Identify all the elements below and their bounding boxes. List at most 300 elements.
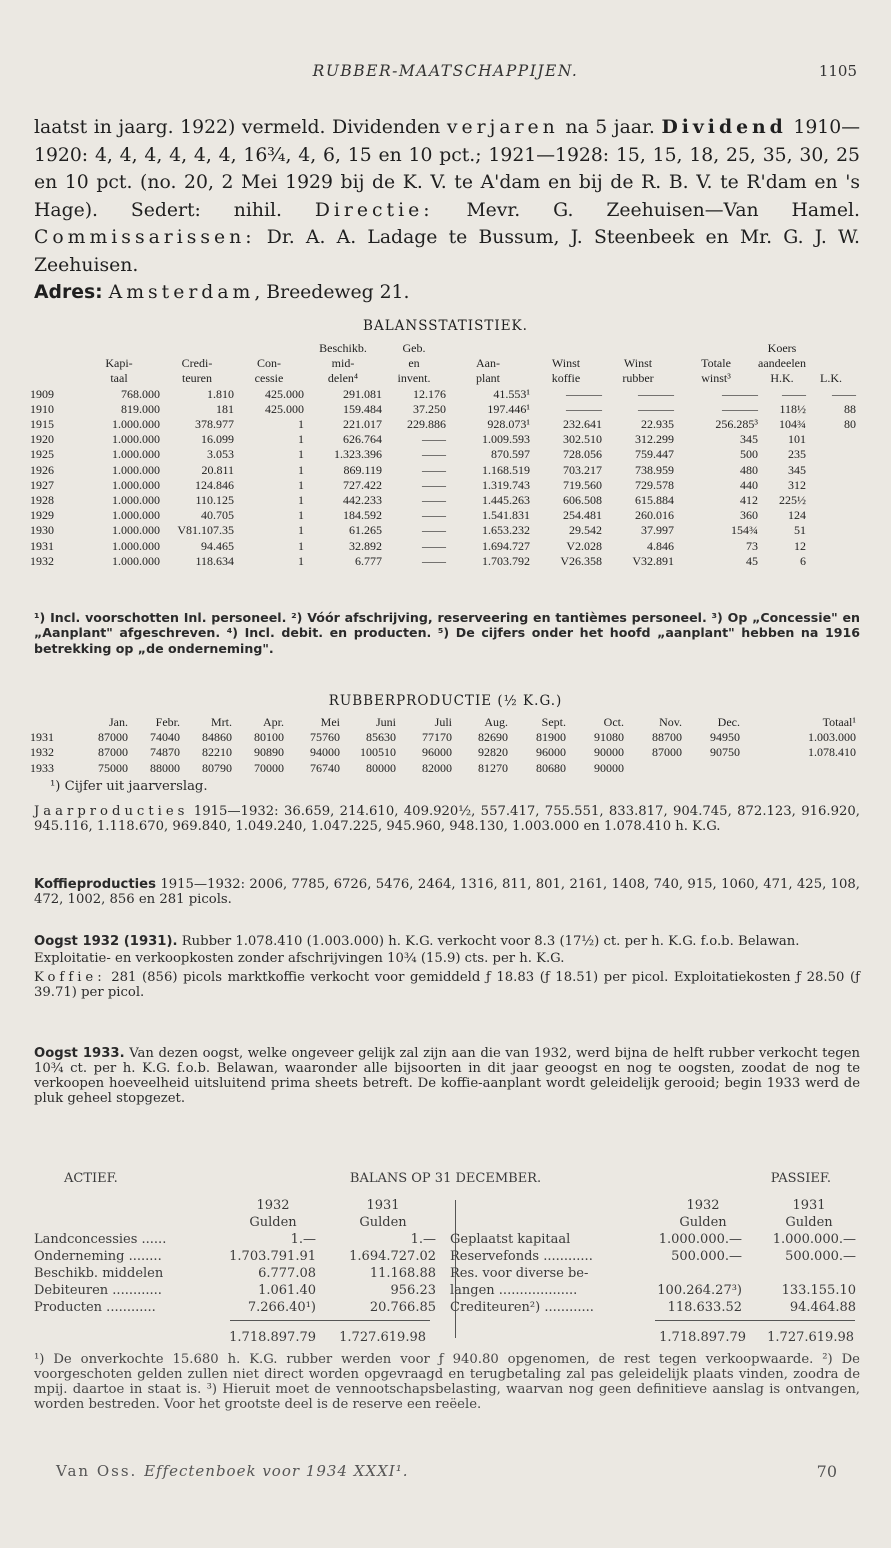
stat-cell: 928.073¹ [487, 417, 530, 432]
prod-header-cell: Totaal¹ [822, 715, 856, 729]
stat-header-cell: Koers [767, 341, 797, 355]
stat-header-cell [160, 341, 234, 356]
jaarproducties-paragraph [34, 804, 860, 834]
prod-header-cell: Febr. [155, 715, 180, 729]
stat-cell: —— [422, 447, 446, 462]
prod-cell: 88000 [150, 760, 180, 775]
stat-cell: 1.000.000 [112, 477, 160, 492]
stat-cell: 6 [800, 553, 806, 568]
stat-row [30, 478, 856, 493]
prod-header-row [30, 715, 856, 730]
right-year-1932: 1932 [686, 1198, 720, 1213]
stat-cell: 302.510 [563, 432, 602, 447]
stat-cell: 6.777 [355, 553, 382, 568]
stat-cell: 184.592 [343, 508, 382, 523]
running-header: RUBBER-MAATSCHAPPIJEN. [312, 62, 579, 80]
stat-cell: —— [782, 386, 806, 401]
prod-cell: 100510 [360, 745, 396, 760]
prod-cell: 1.003.000 [808, 730, 856, 745]
stat-row [30, 402, 856, 417]
prod-header-cell: Jan. [109, 715, 128, 729]
stat-cell [806, 432, 856, 447]
prod-cell: 77170 [422, 730, 452, 745]
balans-right-row-value-1932: 1.000.000.— [658, 1232, 742, 1247]
balans-left-row-label: Onderneming ........ [34, 1249, 162, 1264]
directie-word: Directie: [314, 199, 434, 221]
stat-cell: 291.081 [343, 386, 382, 401]
page-number: 1105 [818, 62, 857, 80]
stat-header-row [30, 341, 856, 356]
stat-cell: 500 [740, 447, 758, 462]
stat-cell: 1.000.000 [112, 417, 160, 432]
stat-row [30, 463, 856, 478]
stat-cell: 1925 [30, 447, 54, 462]
jaarproducties-label: Jaarproducties [34, 804, 189, 819]
stat-cell: 1.009.593 [482, 432, 530, 447]
intro-text-1: laatst in jaarg. 1922) vermeld. Dividenden [34, 117, 447, 138]
stat-header-cell [530, 341, 602, 356]
stat-cell: 104¾ [779, 417, 806, 432]
stat-cell: 738.959 [635, 462, 674, 477]
stat-header-cell: delen⁴ [327, 371, 359, 386]
stat-cell: 225½ [779, 493, 806, 508]
prod-cell: 1933 [30, 760, 54, 775]
prod-header-cell: Oct. [603, 715, 624, 729]
stat-cell: —— [422, 493, 446, 508]
stat-cell: V81.107.35 [177, 523, 234, 538]
prod-cell: 70000 [254, 760, 284, 775]
prod-cell: 90750 [710, 745, 740, 760]
stat-cell: ——— [638, 401, 674, 416]
balans-right-row-label: Reservefonds ............ [450, 1249, 593, 1264]
balans-right-row-label: langen ................... [450, 1283, 578, 1298]
stat-header-cell: Con- [257, 356, 281, 371]
oogst-1933-text: Van dezen oogst, welke ongeveer gelijk zal zijn aan die van 1932, werd bijna de helft rubber verkocht tegen 10¾ ct. per h. K.G. f.o.b. Belawan, waaronder alle bijsoorten in dit jaar geoogst en nog te oogsten, zoodat de nog te verkoopen hoeveelheid uitsluitend prima sheets betreft. De koffie-aanplant wordt geleidelijk gerooid; begin 1933 werd de pluk geheel stopgezet. [34, 1046, 860, 1106]
stat-cell: —— [422, 538, 446, 553]
right-unit-1931: Gulden [785, 1215, 833, 1230]
stat-cell: 1910 [30, 401, 54, 416]
jaarproducties-text: 1915—1932: 36.659, 214.610, 409.920½, 557.417, 755.551, 833.817, 904.745, 872.123, 916.920, 945.116, 1.118.670, 969.840, 1.049.240, 1.047.225, 945.960, 948.130, 1.003.000 en 1.078.410 h. K.G. [34, 804, 860, 834]
intro-text-3: 1910—1920: 4, 4, 4, 4, 4, 4, 16¾, 4, 6, 15 en 10 pct.; 1921—1928: 15, 15, 18, 25, 35, 30, 25 en 10 pct. (no. 20, 2 Mei 1929 bij de K. V. te A'dam en bij de R. B. V. te R'dam en 's Hage). Sedert: nihil. [34, 117, 860, 221]
stat-cell: 229.886 [407, 417, 446, 432]
prod-cell: 80000 [366, 760, 396, 775]
oogst-1932-label: Oogst 1932 (1931). [34, 934, 178, 949]
prod-header-cell: Juli [434, 715, 452, 729]
stat-header-cell: Geb. [402, 341, 426, 355]
prod-cell: 85630 [366, 730, 396, 745]
stat-cell: 124 [788, 508, 806, 523]
stat-cell: 768.000 [121, 386, 160, 401]
stat-cell: 869.119 [343, 462, 382, 477]
stat-cell: 1.694.727 [482, 538, 530, 553]
stat-cell: —— [422, 462, 446, 477]
balans-left-row-value-1931: 956.23 [390, 1283, 436, 1298]
actief-label: ACTIEF. [64, 1171, 118, 1186]
stat-cell: 1909 [30, 386, 54, 401]
prod-cell: 82210 [202, 745, 232, 760]
prod-header-cell: Juni [375, 715, 396, 729]
stat-cell: 260.016 [635, 508, 674, 523]
prod-cell: 94000 [310, 745, 340, 760]
stat-cell: 345 [788, 462, 806, 477]
left-total-1931: 1.727.619.98 [339, 1330, 426, 1345]
stat-cell [806, 539, 856, 554]
prod-cell: 80790 [202, 760, 232, 775]
footer-sheet-number: 70 [816, 1462, 837, 1481]
prod-row [30, 745, 856, 760]
prod-cell: 1931 [30, 730, 54, 745]
stat-cell: 254.481 [563, 508, 602, 523]
stat-cell: ——— [566, 386, 602, 401]
stat-cell: 312 [788, 477, 806, 492]
stat-cell: 154¾ [731, 523, 758, 538]
stat-cell: 45 [746, 553, 758, 568]
balans-left-row-value-1932: 1.— [290, 1232, 316, 1247]
stat-cell: 606.508 [563, 493, 602, 508]
stat-cell: 1.000.000 [112, 447, 160, 462]
stat-cell: 1 [298, 523, 304, 538]
stat-cell: 1.000.000 [112, 523, 160, 538]
stat-cell: 16.099 [201, 432, 234, 447]
stat-header-cell: Kapi- [105, 356, 133, 371]
stat-cell: 22.935 [641, 417, 674, 432]
stat-header-cell: taal [110, 371, 128, 386]
prod-row [30, 730, 856, 745]
oogst-1932-costs: Exploitatie- en verkoopkosten zonder afschrijvingen 10¾ (15.9) cts. per h. K.G. [34, 951, 565, 966]
stat-cell: 312.299 [635, 432, 674, 447]
prod-cell: 96000 [536, 745, 566, 760]
stat-row [30, 554, 856, 569]
balans-right-row-value-1931: 500.000.— [785, 1249, 856, 1264]
prod-cell: 82690 [478, 730, 508, 745]
balans-left-row-value-1932: 1.061.40 [258, 1283, 316, 1298]
stat-cell: 378.977 [195, 417, 234, 432]
footer-publisher: Van Oss. [56, 1462, 145, 1480]
stat-row [30, 508, 856, 523]
stat-cell: 759.447 [635, 447, 674, 462]
prod-header-cell: Aug. [484, 715, 508, 729]
left-unit-1932: Gulden [249, 1215, 297, 1230]
stat-cell: 256.285³ [715, 417, 758, 432]
dividend-word: Dividend [661, 116, 787, 138]
balans-left-row-label: Debiteuren ............ [34, 1283, 162, 1298]
stat-cell: —— [422, 553, 446, 568]
stat-header-cell [30, 356, 78, 371]
stat-cell: 1.168.519 [482, 462, 530, 477]
stat-cell: 440 [740, 477, 758, 492]
stat-cell: 61.265 [349, 523, 382, 538]
stat-cell: 29.542 [569, 523, 602, 538]
balans-left-row-label: Landconcessies ...... [34, 1232, 167, 1247]
stat-header-cell: rubber [622, 371, 654, 386]
balans-right-row-value-1932: 118.633.52 [667, 1300, 742, 1315]
stat-cell: 1.319.743 [482, 477, 530, 492]
prod-cell: 74870 [150, 745, 180, 760]
stat-cell: 1 [298, 553, 304, 568]
stat-cell [806, 523, 856, 538]
adres-street: , Breedeweg 21. [254, 282, 410, 303]
intro-paragraph [34, 114, 860, 307]
prod-header-cell: Mei [320, 715, 340, 729]
stat-cell: 1929 [30, 508, 54, 523]
prod-cell: 90890 [254, 745, 284, 760]
stat-cell: 626.764 [343, 432, 382, 447]
stat-cell: 425.000 [265, 401, 304, 416]
stat-cell: V32.891 [632, 553, 674, 568]
prod-header-cell: Mrt. [211, 715, 232, 729]
rubberproductie-table [30, 715, 856, 776]
stat-cell: 1.703.792 [482, 553, 530, 568]
stat-header-cell [30, 341, 78, 356]
balans-left-row-value-1931: 11.168.88 [369, 1266, 436, 1281]
stat-cell: 1 [298, 508, 304, 523]
balans-left-row-value-1932: 7.266.40¹) [247, 1300, 316, 1315]
stat-cell: 37.250 [413, 401, 446, 416]
stat-row [30, 432, 856, 447]
oogst-1933-label: Oogst 1933. [34, 1046, 125, 1061]
stat-cell: 1.000.000 [112, 462, 160, 477]
prod-cell: 1932 [30, 745, 54, 760]
prod-cell [624, 761, 682, 776]
stat-header-cell [234, 341, 304, 356]
stat-cell [806, 508, 856, 523]
stat-cell: 1.000.000 [112, 432, 160, 447]
stat-header-cell: Aan- [476, 356, 500, 371]
prod-header-cell: Nov. [659, 715, 682, 729]
stat-cell: 20.811 [201, 462, 234, 477]
stat-cell: 1927 [30, 477, 54, 492]
prod-cell: 76740 [310, 760, 340, 775]
intro-text-4: Mevr. G. Zeehuisen—Van Hamel. [433, 199, 860, 221]
stat-cell: ——— [722, 386, 758, 401]
stat-cell: 110.125 [195, 493, 234, 508]
stat-header-cell [674, 341, 758, 356]
stat-header-cell: Winst [623, 356, 653, 371]
stat-cell: 412 [740, 493, 758, 508]
koffie-label: Koffie: [34, 970, 106, 985]
stat-cell: 1 [298, 447, 304, 462]
stat-row [30, 447, 856, 462]
prod-row [30, 761, 856, 776]
stat-cell: 51 [794, 523, 806, 538]
prod-cell: 80100 [254, 730, 284, 745]
stat-header-cell [78, 341, 160, 356]
stat-cell [806, 447, 856, 462]
stat-row [30, 387, 856, 402]
left-year-1931: 1931 [366, 1198, 400, 1213]
stat-cell: 80 [844, 417, 856, 432]
right-total-1932: 1.718.897.79 [659, 1330, 746, 1345]
stat-header-cell: cessie [254, 371, 284, 386]
balans-left-row-label: Beschikb. middelen [34, 1266, 164, 1281]
right-unit-1932: Gulden [679, 1215, 727, 1230]
stat-cell: 870.597 [491, 447, 530, 462]
stat-cell: 345 [740, 432, 758, 447]
koffieproducties-text: 1915—1932: 2006, 7785, 6726, 5476, 2464, 1316, 811, 801, 2161, 1408, 740, 915, 1060, 471, 425, 108, 472, 1002, 856 en 281 picols. [34, 877, 860, 907]
stat-cell: ——— [638, 386, 674, 401]
koffieproducties-label: Koffieproducties [34, 877, 156, 892]
stat-cell: 703.217 [563, 462, 602, 477]
stat-cell: 101 [788, 432, 806, 447]
oogst-1932-paragraph [34, 934, 860, 1000]
stat-header-cell: L.K. [820, 371, 842, 386]
stat-header-row [30, 356, 856, 371]
left-year-1932: 1932 [256, 1198, 290, 1213]
prod-cell: 87000 [98, 730, 128, 745]
balans-left-row-value-1931: 20.766.85 [369, 1300, 436, 1315]
prod-cell: 1.078.410 [808, 745, 856, 760]
stat-cell: 1920 [30, 432, 54, 447]
balans-right-row-label: Res. voor diverse be- [450, 1266, 589, 1281]
balans-right-row-label: Geplaatst kapitaal [450, 1232, 571, 1247]
stat-cell: —— [422, 477, 446, 492]
stat-header-cell: H.K. [770, 371, 794, 386]
stat-cell: 727.422 [343, 477, 382, 492]
balans-left-row-value-1931: 1.— [410, 1232, 436, 1247]
left-total-rule [230, 1320, 430, 1321]
prod-cell: 96000 [422, 745, 452, 760]
stat-cell: 1930 [30, 523, 54, 538]
balans-left-row-value-1932: 6.777.08 [258, 1266, 316, 1281]
stat-cell: 1 [298, 432, 304, 447]
stat-cell: 480 [740, 462, 758, 477]
prod-cell: 90000 [594, 745, 624, 760]
prod-cell: 82000 [422, 760, 452, 775]
stat-cell: 615.884 [635, 493, 674, 508]
stat-cell [806, 463, 856, 478]
stat-header-cell: Beschikb. [319, 341, 367, 355]
verjaren-word: verjaren [446, 117, 559, 138]
stat-cell: 1.653.232 [482, 523, 530, 538]
stat-cell: —— [422, 508, 446, 523]
stat-cell: 1 [298, 462, 304, 477]
stat-cell: 118.634 [195, 553, 234, 568]
page-footer [56, 1462, 409, 1480]
stat-cell: 360 [740, 508, 758, 523]
stat-cell: 4.846 [647, 538, 674, 553]
prod-cell: 87000 [98, 745, 128, 760]
intro-text-5: Dr. A. A. Ladage te Bussum, J. Steenbeek en Mr. G. J. W. Zeehuisen. [34, 227, 860, 276]
stat-cell: 124.846 [195, 477, 234, 492]
stat-cell: 425.000 [265, 386, 304, 401]
footer-book-title: Effectenboek voor 1934 XXXI¹. [144, 1462, 409, 1480]
stat-cell: 232.641 [563, 417, 602, 432]
prod-cell [682, 761, 740, 776]
stat-header-cell: en [408, 356, 420, 371]
balans-right-row-value-1932: 500.000.— [671, 1249, 742, 1264]
stat-cell: V26.358 [560, 553, 602, 568]
intro-text-2: na 5 jaar. [558, 117, 662, 138]
stat-header-cell [602, 341, 674, 356]
stat-cell: 719.560 [563, 477, 602, 492]
prod-header-cell: Apr. [263, 715, 284, 729]
koffieproducties-paragraph [34, 877, 860, 907]
right-total-1931: 1.727.619.98 [767, 1330, 854, 1345]
oogst-1933-paragraph [34, 1046, 860, 1106]
stat-header-cell: aandeelen [758, 356, 806, 371]
prod-cell: 81900 [536, 730, 566, 745]
stat-cell: —— [422, 432, 446, 447]
stat-cell: 235 [788, 447, 806, 462]
prod-cell: 90000 [594, 760, 624, 775]
stat-cell: 1.000.000 [112, 553, 160, 568]
left-unit-1931: Gulden [359, 1215, 407, 1230]
stat-cell: 1928 [30, 493, 54, 508]
stat-cell: 1.323.396 [334, 447, 382, 462]
stat-cell: 1926 [30, 462, 54, 477]
balans-right-row-value-1931: 1.000.000.— [772, 1232, 856, 1247]
stat-cell: 1915 [30, 417, 54, 432]
stat-header-cell: Credi- [181, 356, 213, 371]
stat-cell: 94.465 [201, 538, 234, 553]
stat-cell [806, 554, 856, 569]
stat-cell: 1 [298, 477, 304, 492]
stat-cell: 88 [844, 401, 856, 416]
prod-header-cell: Sept. [541, 715, 566, 729]
prod-cell [740, 761, 856, 776]
stat-cell [806, 493, 856, 508]
stat-header-cell: mid- [331, 356, 355, 371]
stat-cell: 1.810 [207, 386, 234, 401]
prod-cell: 94950 [710, 730, 740, 745]
stat-cell: 1 [298, 417, 304, 432]
balans-left-row-value-1931: 1.694.727.02 [349, 1249, 436, 1264]
balans-left-row-label: Producten ............ [34, 1300, 156, 1315]
stat-cell: 819.000 [121, 401, 160, 416]
stat-header-cell: koffie [551, 371, 581, 386]
stat-cell: 1.000.000 [112, 538, 160, 553]
rubberproductie-footnote: ¹) Cijfer uit jaarverslag. [50, 779, 208, 794]
prod-cell: 88700 [652, 730, 682, 745]
stat-header-cell: winst³ [701, 371, 731, 386]
stat-cell: 1932 [30, 553, 54, 568]
stat-cell: ——— [722, 401, 758, 416]
stat-cell: 1.445.263 [482, 493, 530, 508]
stat-cell: 442.233 [343, 493, 382, 508]
stat-row [30, 493, 856, 508]
right-total-rule [655, 1320, 855, 1321]
balans-footnote: ¹) De onverkochte 15.680 h. K.G. rubber werden voor ƒ 940.80 opgenomen, de rest tegen verkoopwaarde. ²) De voorgeschoten gelden zullen niet direct worden opgevraagd en terugbetaling zal pas geleidelijk plaats vinden, zoodra de mpij. daartoe in staat is. ³) Hieruit moet de vennootschapsbelasting, waarvan nog geen definitieve aanslag is ontvangen, worden bestreden. Voor het grootste deel is de reserve een reëele. [34, 1352, 860, 1412]
stat-row [30, 539, 856, 554]
stat-header-cell [30, 371, 78, 386]
stat-cell: 159.484 [343, 401, 382, 416]
stat-cell: 73 [746, 538, 758, 553]
stat-cell: 41.553¹ [493, 386, 530, 401]
stat-cell: 1.000.000 [112, 508, 160, 523]
balansstatistiek-footnote: ¹) Incl. voorschotten Inl. personeel. ²) Vóór afschrijving, reserveering en tantièmes personeel. ³) Op „Concessie" en „Aanplant" afgeschreven. ⁴) Incl. debit. en producten. ⁵) De cijfers onder het hoofd „aanplant" hebben na 1916 betrekking op „de onderneming". [34, 610, 860, 656]
prod-cell: 75000 [98, 760, 128, 775]
stat-header-cell: Totale [701, 356, 731, 371]
adres-label: Adres: [34, 282, 103, 303]
prod-header-cell [30, 715, 76, 730]
stat-cell: V2.028 [566, 538, 602, 553]
stat-cell: 12 [794, 538, 806, 553]
stat-header-cell: Winst [551, 356, 581, 371]
stat-row [30, 523, 856, 538]
stat-cell: 729.578 [635, 477, 674, 492]
balans-right-row-value-1931: 133.155.10 [781, 1283, 856, 1298]
stat-cell [806, 478, 856, 493]
prod-cell: 92820 [478, 745, 508, 760]
prod-header-cell: Dec. [717, 715, 740, 729]
stat-header-row [30, 371, 856, 386]
stat-header-cell: plant [476, 371, 500, 386]
prod-cell: 75760 [310, 730, 340, 745]
stat-cell: 181 [216, 401, 234, 416]
commissarissen-word: Commissarissen: [34, 227, 256, 248]
stat-cell: —— [832, 386, 856, 401]
balans-title: BALANS OP 31 DECEMBER. [349, 1171, 542, 1186]
